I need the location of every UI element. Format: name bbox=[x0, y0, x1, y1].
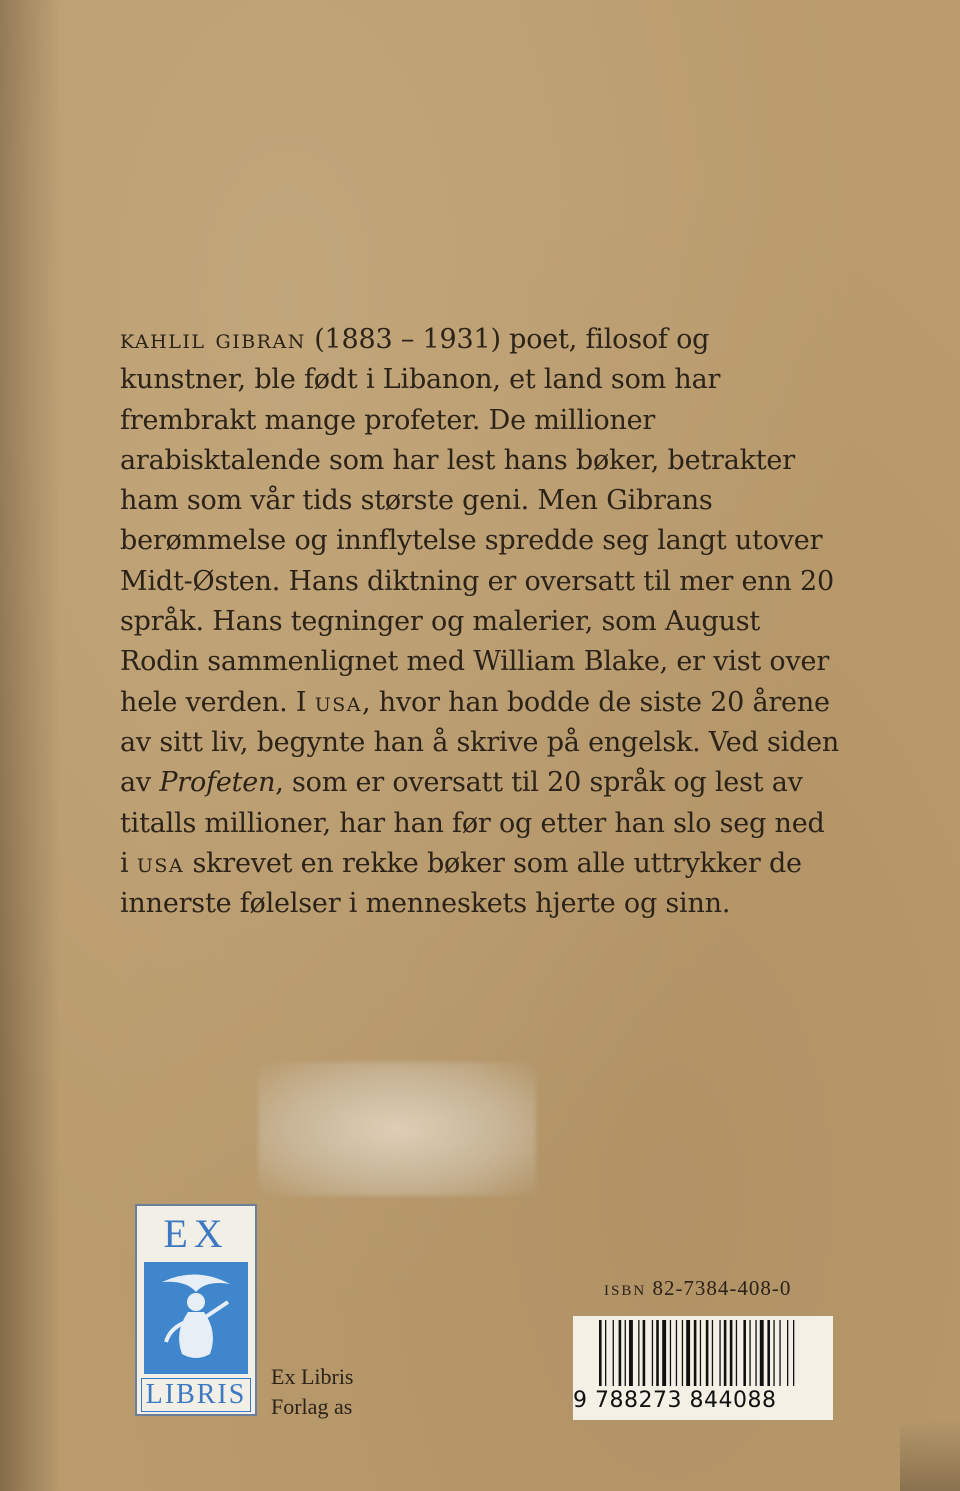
removed-sticker-residue bbox=[258, 1062, 536, 1196]
barcode-digits: 9 788273 844088 bbox=[573, 1388, 777, 1413]
usa-abbrev-1: usa bbox=[314, 686, 363, 718]
publisher-line-2: Forlag as bbox=[271, 1394, 353, 1419]
usa-abbrev-2: usa bbox=[136, 847, 185, 879]
isbn-label: isbn bbox=[604, 1276, 647, 1300]
barcode bbox=[573, 1316, 833, 1420]
isbn-line bbox=[604, 1276, 791, 1301]
bio-text-3: , som er oversatt til 20 språk og lest av titalls millioner, har han før og etter han slo seg ned i bbox=[120, 767, 825, 879]
logo-top-text: EX bbox=[163, 1211, 229, 1256]
page-shadow bbox=[900, 1420, 960, 1491]
bio-text-1: (1883 – 1931) poet, filosof og kunstner, ble født i Libanon, et land som har frembrakt mange profeter. De millioner arabisktalende som har lest hans bøker, betrakter ham som vår tids største geni. Men Gibrans berømmelse og innflytelse spredde seg langt utover Midt-Østen. Hans diktning er oversatt til mer enn 20 språk. Hans tegninger og malerier, som August Rodin sammenlignet med William Blake, er vist over hele verden. I bbox=[120, 324, 834, 718]
logo-illustration bbox=[144, 1262, 248, 1374]
author-biography bbox=[120, 320, 840, 924]
publisher-name bbox=[271, 1362, 354, 1422]
ex-libris-logo bbox=[135, 1204, 257, 1416]
book-title-profeten: Profeten bbox=[159, 767, 276, 799]
logo-bottom-text: LIBRIS bbox=[141, 1378, 252, 1412]
angel-figure-icon bbox=[144, 1262, 248, 1374]
bio-text-2: , hvor han bodde de siste 20 årene av sitt liv, begynte han å skrive på engelsk. Ved siden av bbox=[120, 686, 840, 799]
author-name: kahlil gibran bbox=[120, 324, 306, 355]
isbn-number: 82-7384-408-0 bbox=[652, 1276, 792, 1300]
publisher-line-1: Ex Libris bbox=[271, 1364, 354, 1389]
bio-text-4: skrevet en rekke bøker som alle uttrykker de innerste følelser i menneskets hjerte og sinn. bbox=[120, 847, 802, 920]
